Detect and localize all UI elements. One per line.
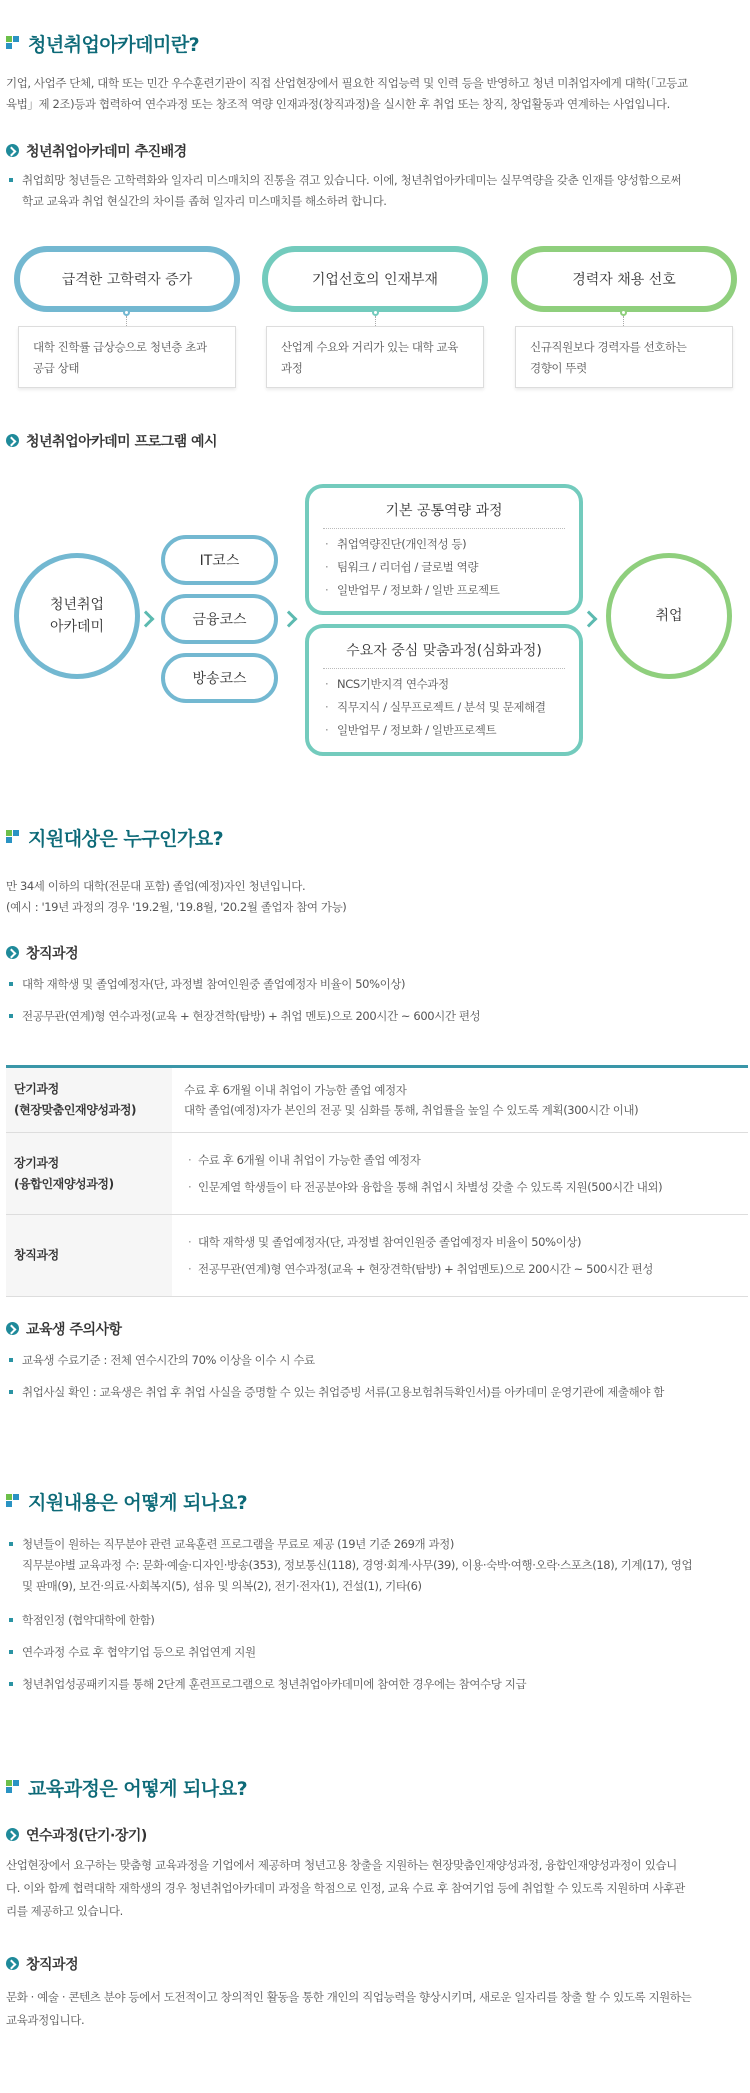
section-mark-icon — [6, 1780, 20, 1794]
support-bullet: 학점인정 (협약대학에 한함) — [8, 1610, 154, 1631]
training-description: 산업현장에서 요구하는 맞춤형 교육과정을 기업에서 제공하며 청년고용 창출을 지원하는 현장맞춤인재양성과정, 융합인재양성과정이 있습니 다. 이와 함께 협력대학 재학생의 경우 청년취업아카데미 과정을 학점으로 인정, 교육 수료 후 참여기업 등에 취업할 수 있도록 지원하며 사후관 리를 제공하고 있습니다. — [6, 1858, 685, 1918]
cause-pill-3: 경력자 채용 선호 — [511, 246, 737, 312]
section-mark-icon — [6, 1494, 20, 1508]
subsection-title-background: 청년취업아카데미 추진배경 — [26, 144, 187, 160]
support-bullet: 연수과정 수료 후 협약기업 등으로 취업연계 지원 — [8, 1642, 256, 1663]
table-row: 단기과정 (현장맞춤인재양성과정) 수료 후 6개월 이내 취업이 가능한 졸업 예정자 대학 졸업(예정)자가 본인의 전공 및 심화를 통해, 취업률을 높일 수 있도록 계획(300시간 이내) — [6, 1067, 748, 1133]
subsection-title-notes: 교육생 주의사항 — [26, 1322, 122, 1338]
academy-circle: 청년취업 아카데미 — [14, 553, 140, 679]
chevron-right-icon — [138, 611, 155, 628]
creative-bullet: 전공무관(연계)형 연수과정(교육 + 현장견학(탐방) + 취업 멘토)으로 200시간 ~ 600시간 편성 — [8, 1006, 480, 1027]
subsection-arrow-icon — [6, 144, 19, 157]
cause-card-1: 대학 진학률 급상승으로 청년층 초과 공급 상태 — [18, 326, 236, 388]
subsection-title-training: 연수과정(단기·장기) — [26, 1828, 147, 1844]
subsection-title-creative-course: 창직과정 — [26, 1957, 79, 1973]
table-row: 장기과정 (융합인재양성과정) · 수료 후 6개월 이내 취업이 가능한 졸업 예정자 · 인문계열 학생들이 타 전공분야와 융합을 통해 취업시 차별성 갖출 수 있도록 지원(500시간 내외) — [6, 1133, 748, 1215]
connector-dot — [620, 309, 627, 316]
table-row: 창직과정 · 대학 재학생 및 졸업예정자(단, 과정별 참여인원중 졸업예정자 비율이 50%이상) · 전공무관(연계)형 연수과정(교육 + 현장견학(탐방) + 취업멘토)으로 200시간 ~ 500시간 편성 — [6, 1215, 748, 1297]
notes-bullet: 교육생 수료기준 : 전체 연수시간의 70% 이상을 이수 시 수료 — [8, 1350, 315, 1371]
eligibility-description: 만 34세 이하의 대학(전문대 포함) 졸업(예정)자인 청년입니다. (예시 : '19년 과정의 경우 '19.2월, '19.8월, '20.2월 졸업자 참여 가능) — [6, 879, 347, 914]
section-title-academy: 청년취업아카데미란? — [28, 34, 200, 56]
cause-pill-1: 급격한 고학력자 증가 — [14, 246, 240, 312]
creative-bullet: 대학 재학생 및 졸업예정자(단, 과정별 참여인원중 졸업예정자 비율이 50%이상) — [8, 974, 405, 995]
connector-line — [623, 316, 624, 326]
subsection-arrow-icon — [6, 946, 19, 959]
job-circle: 취업 — [606, 553, 732, 679]
subsection-arrow-icon — [6, 1957, 19, 1970]
connector-dot — [123, 309, 130, 316]
subsection-arrow-icon — [6, 1322, 19, 1335]
demand-course-box: 수요자 중심 맞춤과정(심화과정) · NCS기반지격 연수과정 · 직무지식 / 실무프로젝트 / 분석 및 문제해결 · 일반업무 / 정보화 / 일반프로젝트 — [305, 624, 583, 756]
section-title-eligibility: 지원대상은 누구인가요? — [28, 828, 224, 850]
background-bullet: 취업희망 청년들은 고학력화와 일자리 미스매치의 진통을 겪고 있습니다. 이에, 청년취업아카데미는 실무역량을 갖춘 인재를 양성함으로써 학교 교육과 취업 현실간의 차이를 좁혀 일자리 미스매치를 해소하려 합니다. — [8, 170, 750, 212]
academy-description: 기업, 사업주 단체, 대학 또는 민간 우수훈련기관이 직접 산업현장에서 필요한 직업능력 및 인력 등을 반영하고 청년 미취업자에게 대학(「고등교 육법」제 2조)등과 협력하여 연수과정 또는 창조적 역량 인재과정(창직과정)을 실시한 후 취업 또는 창직, 창업활동과 연계하는 사업입니다. — [6, 76, 688, 111]
course-table — [6, 1065, 748, 1297]
subsection-arrow-icon — [6, 434, 19, 447]
connector-dot — [372, 309, 379, 316]
chevron-right-icon — [281, 611, 298, 628]
support-bullet: 청년들이 원하는 직무분야 관련 교육훈련 프로그램을 무료로 제공 (19년 기준 269개 과정) 직무분야별 교육과정 수: 문화·예술·디자인·방송(353), 정보통신(118), 경영·회계·사무(39), 이용·숙박·여행·오락·스포츠(18), 기계(17), 영업 및 판매(9), 보건·의료·사회복지(5), 섬유 및 의복(2), 전기·전자(1), 건설(1), 기타(6) — [8, 1534, 750, 1597]
course-it: IT코스 — [161, 535, 278, 585]
connector-line — [375, 316, 376, 326]
cause-card-2: 산업계 수요와 거리가 있는 대학 교육 과정 — [266, 326, 484, 388]
section-mark-icon — [6, 36, 20, 50]
notes-bullet: 취업사실 확인 : 교육생은 취업 후 취업 사실을 증명할 수 있는 취업증빙 서류(고용보험취득확인서)를 아카데미 운영기관에 제출해야 함 — [8, 1382, 664, 1403]
section-title-curriculum: 교육과정은 어떻게 되나요? — [28, 1778, 248, 1800]
section-title-support: 지원내용은 어떻게 되나요? — [28, 1492, 248, 1514]
section-mark-icon — [6, 830, 20, 844]
connector-line — [126, 316, 127, 326]
course-finance: 금융코스 — [161, 594, 278, 644]
subsection-title-program: 청년취업아카데미 프로그램 예시 — [26, 434, 218, 450]
subsection-title-creative: 창직과정 — [26, 946, 79, 962]
course-broadcast: 방송코스 — [161, 653, 278, 703]
support-bullet: 청년취업성공패키지를 통해 2단계 훈련프로그램으로 청년취업아카데미에 참여한 경우에는 참여수당 지급 — [8, 1674, 526, 1695]
cause-card-3: 신규직원보다 경력자를 선호하는 경향이 뚜렷 — [515, 326, 733, 388]
creative-course-description: 문화 · 예술 · 콘텐츠 분야 등에서 도전적이고 창의적인 활동을 통한 개인의 직업능력을 향상시키며, 새로운 일자리를 창출 할 수 있도록 지원하는 교육과정입니다. — [6, 1990, 692, 2027]
basic-course-box: 기본 공통역량 과정 · 취업역량진단(개인적성 등) · 팀워크 / 리더쉽 / 글로벌 역량 · 일반업무 / 정보화 / 일반 프로젝트 — [305, 484, 583, 615]
chevron-right-icon — [581, 611, 598, 628]
cause-pill-2: 기업선호의 인재부재 — [262, 246, 488, 312]
subsection-arrow-icon — [6, 1828, 19, 1841]
